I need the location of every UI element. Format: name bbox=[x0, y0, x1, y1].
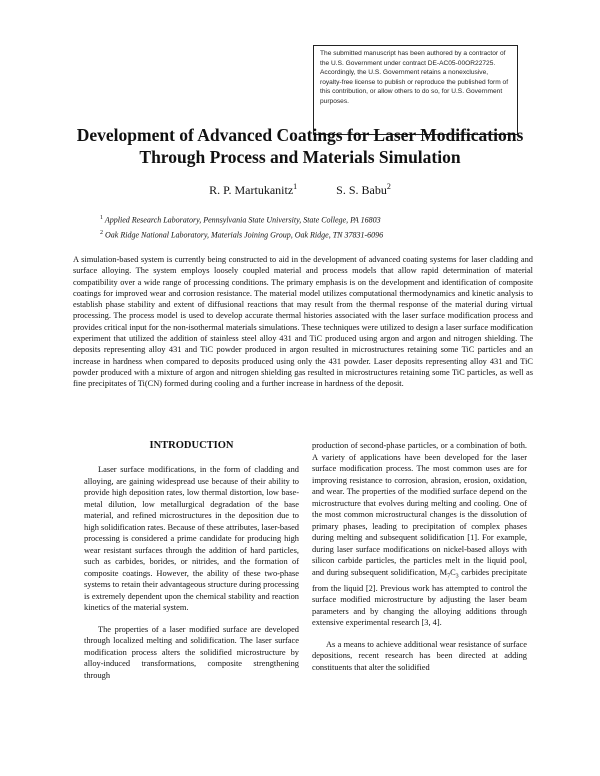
affiliations bbox=[100, 212, 530, 241]
government-notice-text: The submitted manuscript has been authored by a contractor of the U.S. Government under contract DE-AC05-00OR22725. Accordingly, the U.S. Government retains a nonexclusive, royalty-free license to publish or reproduce the published form of this contribution, or allow others to do so, for U.S. Government purposes. bbox=[320, 50, 509, 105]
author-2-sup: 2 bbox=[386, 182, 391, 191]
intro-paragraph-1: Laser surface modifications, in the form of cladding and alloying, are gaining widespread use because of their ability to provide high deposition rates, low thermal distortion, low base-metal dilution, low metallurgical degradation of the base material, and refined microstructures in the deposition due to high solidification rates. Because of these attributes, laser-based processing is considered a prime candidate for producing high wear resistant surfaces through the addition of hard particles, such as carbides, borides, or nitrides, and the formation of composite coatings. However, the ability of these two-phase systems to retain their advantageous structure during processing is extremely dependent upon the chemical stability and reaction kinetics of the material system. bbox=[84, 465, 299, 612]
author-1 bbox=[209, 180, 297, 197]
author-1-name: R. P. Martukanitz bbox=[209, 183, 294, 197]
author-2 bbox=[336, 180, 391, 197]
affiliation-1-sup: 1 bbox=[100, 215, 103, 221]
title-line-1: Development of Advanced Coatings for Laser Modifications bbox=[76, 125, 524, 145]
carbide-subscript-1: 7 bbox=[447, 573, 451, 580]
carbide-subscript-2: 3 bbox=[455, 573, 459, 580]
author-2-name: S. S. Babu bbox=[336, 183, 387, 197]
intro-continued-part-b: carbides precipitate from the liquid [2]. Previous work has attempted to control the surface modified microstructure by adjusting the laser beam parameters and by changing the alloying additions through extensive experimental research [3, 4]. bbox=[312, 567, 527, 628]
right-column bbox=[312, 440, 527, 683]
author-1-sup: 1 bbox=[293, 182, 298, 191]
paper-title bbox=[40, 124, 560, 168]
intro-paragraph-3: As a means to achieve additional wear resistance of surface depositions, recent research has been directed at adding constituents that alter the solidified bbox=[312, 639, 527, 672]
affiliation-2 bbox=[100, 227, 530, 242]
abstract: A simulation-based system is currently being constructed to aid in the development of advanced coating systems for laser cladding and surface alloying. The system employs loosely coupled material and process models that allow rapid determination of material compatibility over a wide range of processing conditions. The primary emphasis is on the development and identification of composite coatings for improved wear and corrosion resistance. The material model utilizes computational thermodynamics and kinetic analysis to establish phase stability and extent of diffusional reactions that may result from the thermal response of the material during virtual processing. The process model is used to develop accurate thermal histories associated with the laser surface modification process and provides critical input for the non-isothermal materials simulations. These techniques were utilized to design a laser surface modification experiment that utilized the addition of stainless steel alloy 431 and TiC produced using argon and argon and nitrogen shielding. The deposits representing alloy 431 and TiC powder produced in argon resulted in microstructures retaining some TiC particles and an increase in hardness when compared to deposits produced using only the 431 powder. Laser deposits representing alloy 431 and TiC powder produced with a mixture of argon and nitrogen shielding gas resulted in microstructures retaining some TiC particles, as well as fine precipitates of Ti(CN) formed during cooling and a further increase in hardness of the deposit. bbox=[73, 255, 533, 389]
government-notice-box bbox=[313, 45, 518, 135]
affiliation-2-text: Oak Ridge National Laboratory, Materials Joining Group, Oak Ridge, TN 37831-6096 bbox=[105, 230, 384, 240]
title-line-2: Through Process and Materials Simulation bbox=[139, 147, 461, 167]
carbide-element: C bbox=[450, 567, 456, 577]
section-heading-introduction: INTRODUCTION bbox=[149, 440, 234, 451]
affiliation-2-sup: 2 bbox=[100, 229, 103, 236]
author-list bbox=[0, 180, 600, 197]
intro-paragraph-continued bbox=[312, 440, 527, 629]
left-column bbox=[84, 440, 299, 691]
affiliation-1 bbox=[100, 212, 530, 227]
intro-continued-part-a: production of second-phase particles, or a combination of both. A variety of applications have been developed for the laser surface modification process. The most common uses are for improving resistance to corrosion, abrasion, erosion, oxidation, and wear. The properties of the modified surface depend on the microstructure that evolves during melting and cooling. One of the most common microstructural changes is the dissolution of primary phases, leading to precipitation of complex phases during melting and subsequent solidification [1]. For example, during laser surface modifications on nickel-based alloys with silicon carbide particles, the particles melt in the liquid pool, and during subsequent solidification, M bbox=[312, 441, 527, 577]
affiliation-1-text: Applied Research Laboratory, Pennsylvania State University, State College, PA 16803 bbox=[104, 215, 381, 225]
intro-paragraph-2: The properties of a laser modified surface are developed through localized melting and solidification. The laser surface modification process alters the solidified microstructure by alloy-induced transformations, composite strengthening through bbox=[84, 624, 299, 680]
